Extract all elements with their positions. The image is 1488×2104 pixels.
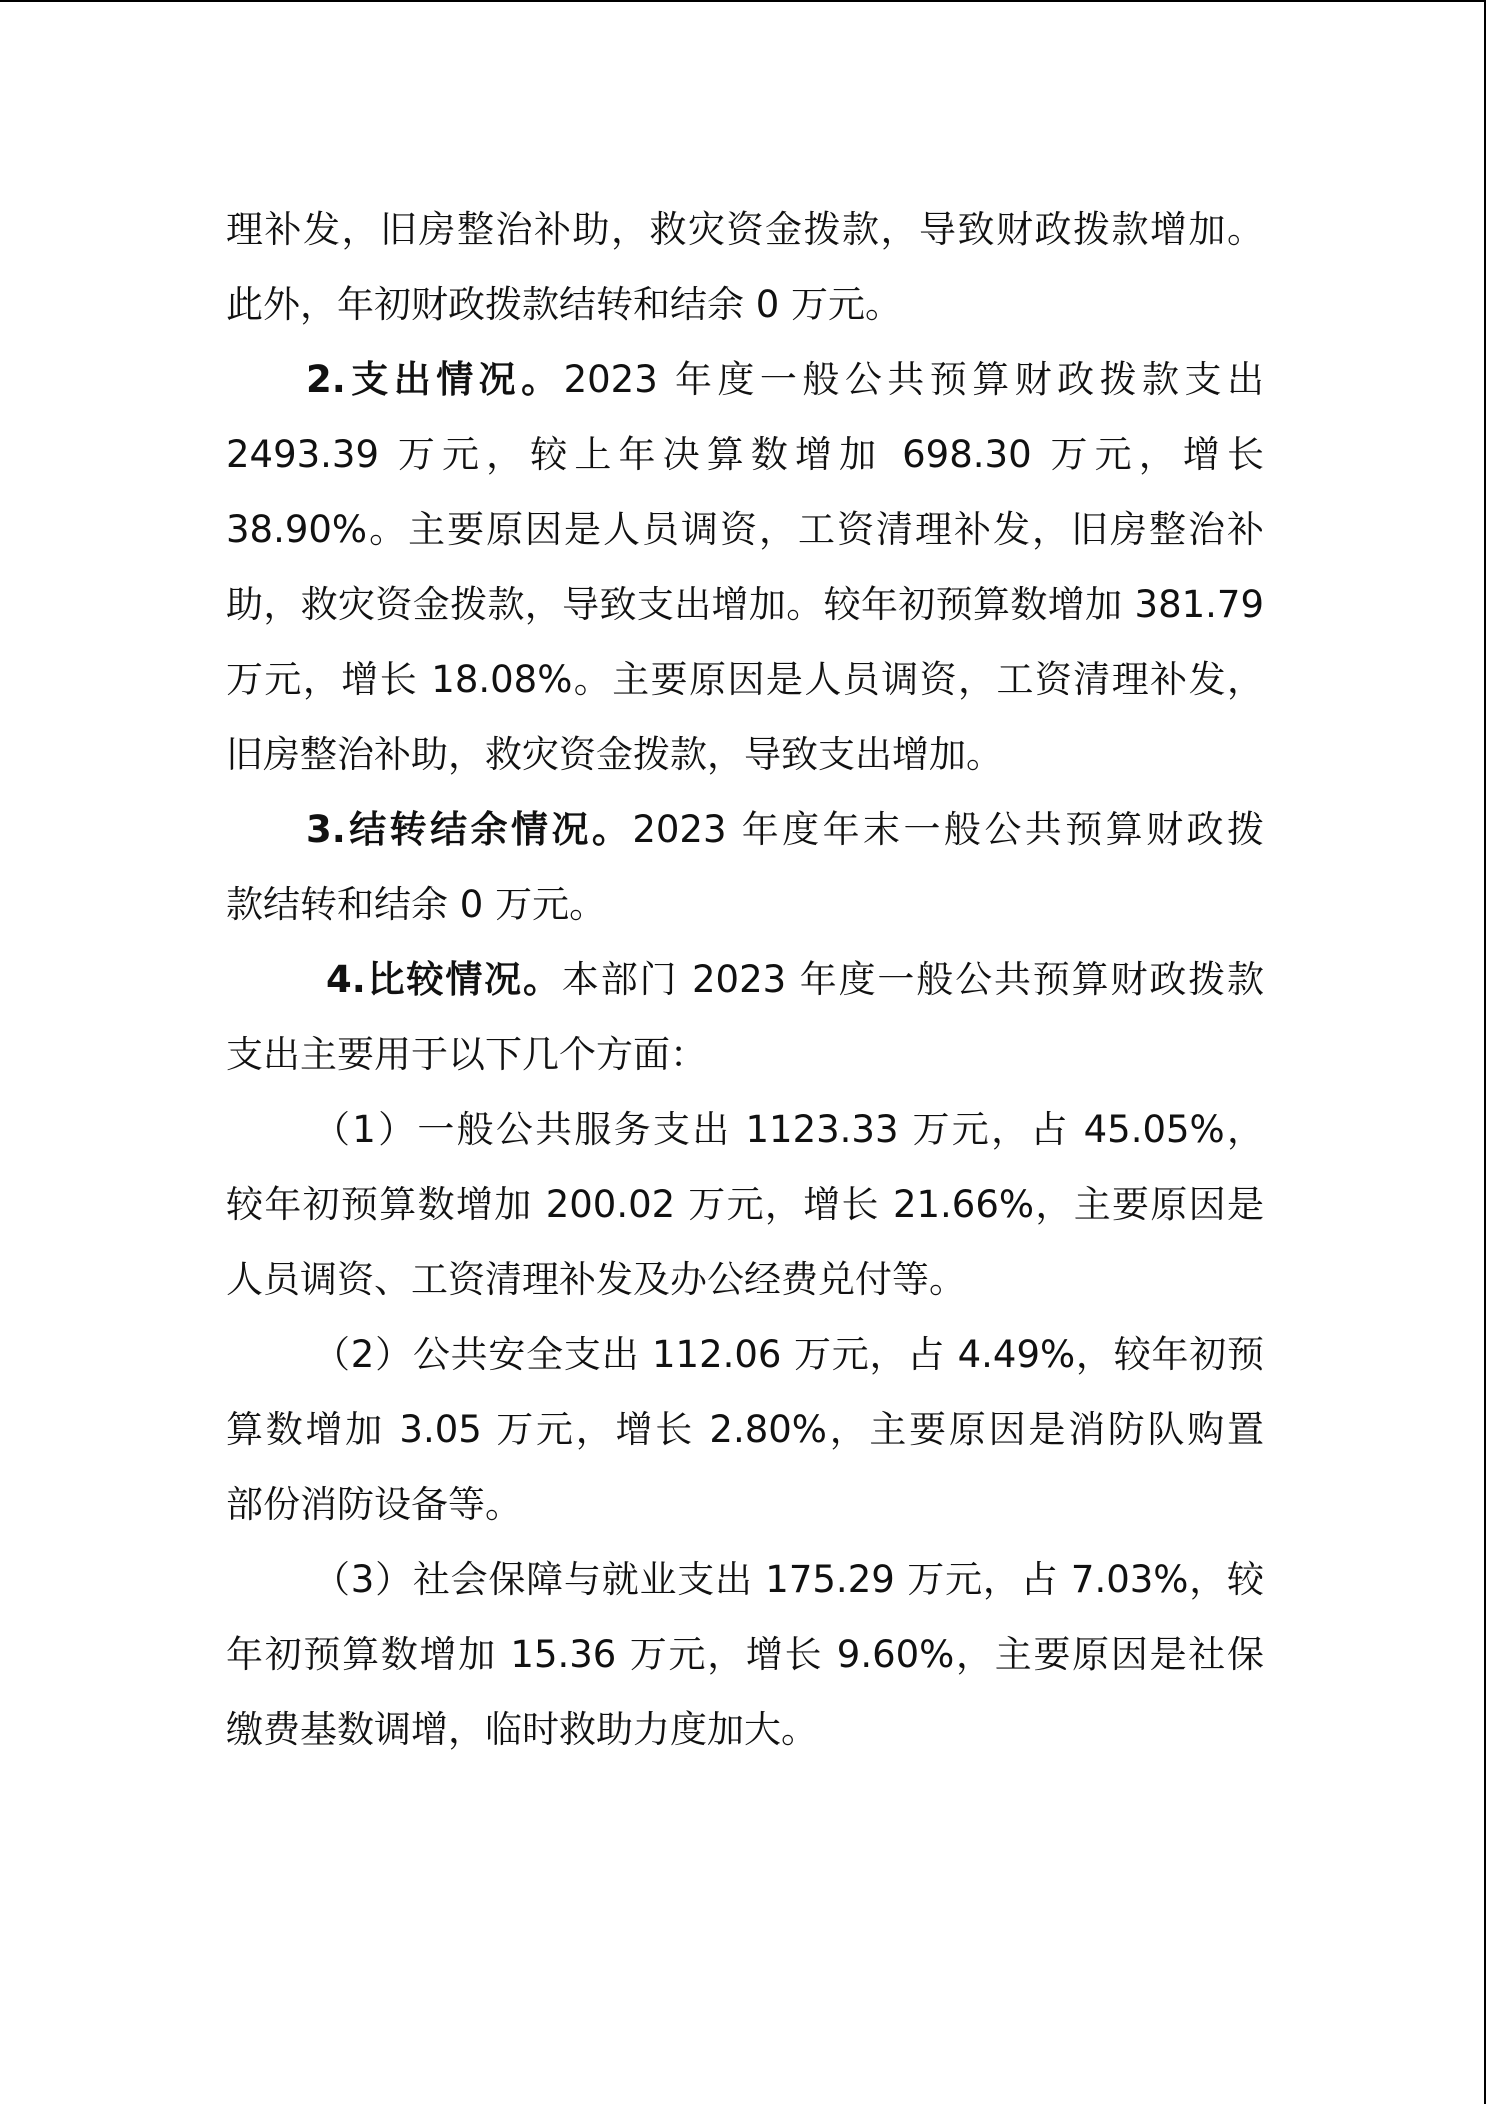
paragraph-line xyxy=(226,1167,1264,1242)
paragraph-line xyxy=(226,567,1264,642)
line-text: 人员调资、工资清理补发及办公经费兑付等。 xyxy=(226,1258,966,1301)
paragraph-line xyxy=(226,1467,1264,1542)
line-text: 缴费基数调增，临时救助力度加大。 xyxy=(226,1708,818,1751)
paragraph-line xyxy=(226,642,1264,717)
paragraph-line xyxy=(226,492,1264,567)
paragraph-line xyxy=(226,1017,1264,1092)
line-text: 部份消防设备等。 xyxy=(226,1483,522,1526)
paragraph-line xyxy=(226,192,1264,267)
line-text: 2023 年度一般公共预算财政拨款支出 xyxy=(563,358,1264,401)
line-text: 2493.39 万元，较上年决算数增加 698.30 万元，增长 xyxy=(226,433,1264,476)
paragraph-line xyxy=(226,1242,1264,1317)
line-text: 2023 年度年末一般公共预算财政拨 xyxy=(632,808,1264,851)
section-title: 2.支出情况。 xyxy=(306,358,564,401)
paragraph-line xyxy=(226,417,1264,492)
document-body xyxy=(226,192,1264,1767)
line-text: 旧房整治补助，救灾资金拨款，导致支出增加。 xyxy=(226,733,1003,776)
paragraph-line xyxy=(226,867,1264,942)
line-text: （3）社会保障与就业支出 175.29 万元，占 7.03%，较 xyxy=(313,1558,1264,1601)
list-item-line xyxy=(226,1317,1264,1392)
line-text: 助，救灾资金拨款，导致支出增加。较年初预算数增加 381.79 xyxy=(226,583,1264,626)
paragraph-line xyxy=(226,1692,1264,1767)
section-heading-expenditure xyxy=(226,342,1264,417)
list-item-line xyxy=(226,1542,1264,1617)
section-title: 4.比较情况。 xyxy=(326,958,562,1001)
line-text: 算数增加 3.05 万元，增长 2.80%，主要原因是消防队购置 xyxy=(226,1408,1264,1451)
paragraph-line xyxy=(226,1617,1264,1692)
line-text: 万元，增长 18.08%。主要原因是人员调资，工资清理补发， xyxy=(226,658,1264,701)
paragraph-line xyxy=(226,267,1264,342)
line-text: （1）一般公共服务支出 1123.33 万元，占 45.05%， xyxy=(313,1108,1264,1151)
line-text: （2）公共安全支出 112.06 万元，占 4.49%，较年初预 xyxy=(313,1333,1264,1376)
line-text: 较年初预算数增加 200.02 万元，增长 21.66%，主要原因是 xyxy=(226,1183,1264,1226)
line-text: 年初预算数增加 15.36 万元，增长 9.60%，主要原因是社保 xyxy=(226,1633,1264,1676)
line-text: 款结转和结余 0 万元。 xyxy=(226,883,607,926)
line-text: 38.90%。主要原因是人员调资，工资清理补发，旧房整治补 xyxy=(226,508,1264,551)
line-text: 本部门 2023 年度一般公共预算财政拨款 xyxy=(561,958,1264,1001)
line-text: 理补发，旧房整治补助，救灾资金拨款，导致财政拨款增加。 xyxy=(226,208,1264,251)
paragraph-line xyxy=(226,1392,1264,1467)
section-heading-carryover xyxy=(226,792,1264,867)
section-title: 3.结转结余情况。 xyxy=(306,808,633,851)
list-item-line xyxy=(226,1092,1264,1167)
section-heading-comparison xyxy=(226,942,1264,1017)
line-text: 支出主要用于以下几个方面： xyxy=(226,1033,707,1076)
line-text: 此外，年初财政拨款结转和结余 0 万元。 xyxy=(226,283,903,326)
paragraph-line xyxy=(226,717,1264,792)
